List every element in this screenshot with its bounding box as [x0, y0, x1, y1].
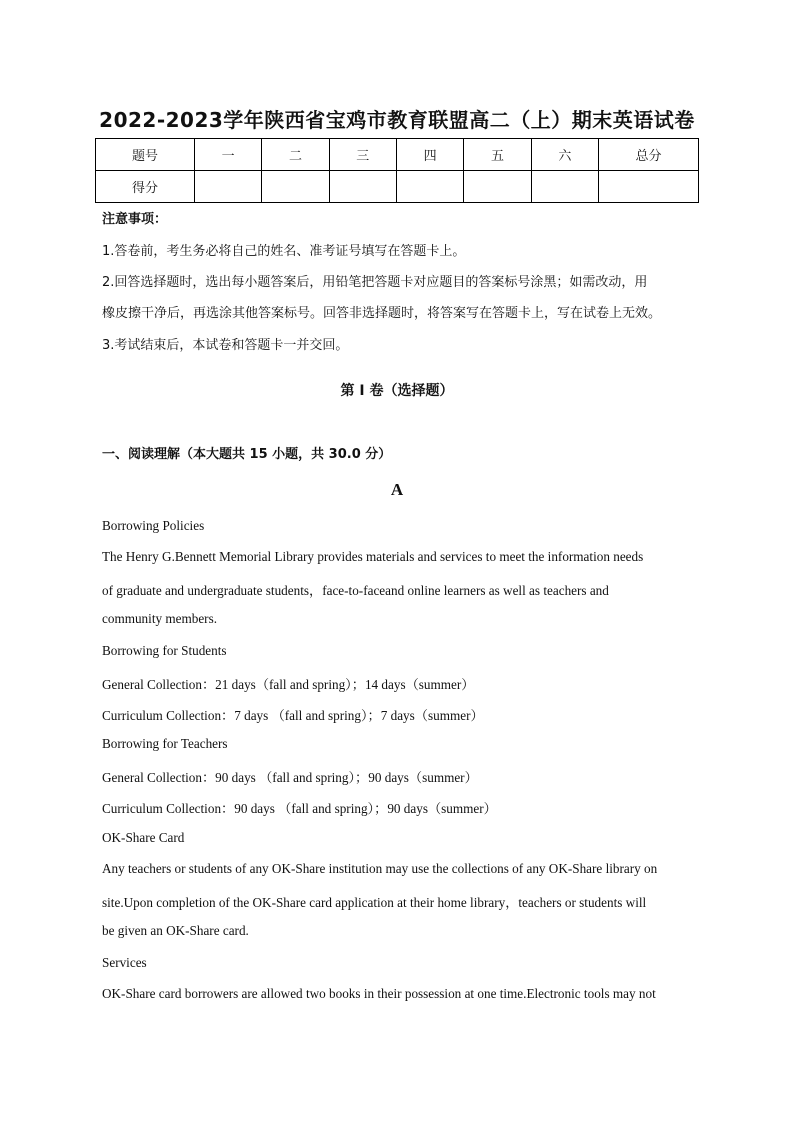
score-input-cell[interactable] [194, 171, 261, 203]
notice-heading: 注意事项： [102, 212, 168, 227]
score-input-cell[interactable] [464, 171, 531, 203]
passage-line: be given an OK-Share card. [102, 923, 249, 938]
passage-line: of graduate and undergraduate students，face-to-faceand online learners as well as teachers and [102, 583, 609, 598]
passage-line: site.Upon completion of the OK-Share card application at their home library，teachers or students will [102, 895, 647, 910]
table-cell: 一 [194, 139, 261, 171]
passage-letter: A [390, 480, 404, 499]
passage-line: General Collection：21 days（fall and spring）；14 days（summer） [102, 677, 475, 692]
table-cell: 得分 [96, 171, 195, 203]
notice-item: 2.回答选择题时，选出每小题答案后，用铅笔把答题卡对应题目的答案标号涂黑；如需改动，用 [102, 275, 648, 290]
passage-line: OK-Share card borrowers are allowed two books in their possession at one time.Electronic tools may not [102, 986, 656, 1001]
passage-line: General Collection：90 days （fall and spring）；90 days（summer） [102, 770, 478, 785]
table-cell: 四 [396, 139, 463, 171]
page-title: 2022-2023学年陕西省宝鸡市教育联盟高二（上）期末英语试卷 [99, 108, 695, 132]
passage-line: community members. [102, 611, 218, 626]
passage-line: Borrowing Policies [102, 518, 205, 533]
passage-line: Any teachers or students of any OK-Share institution may use the collections of any OK-Share library on [102, 861, 658, 876]
passage-line: OK-Share Card [102, 830, 185, 845]
table-cell: 二 [262, 139, 329, 171]
notice-item: 1.答卷前，考生务必将自己的姓名、准考证号填写在答题卡上。 [102, 244, 466, 259]
table-cell: 题号 [96, 139, 195, 171]
table-cell: 五 [464, 139, 531, 171]
score-input-cell[interactable] [599, 171, 699, 203]
table-cell: 总分 [599, 139, 699, 171]
table-cell: 三 [329, 139, 396, 171]
score-table [95, 138, 699, 203]
passage-line: Curriculum Collection：7 days （fall and spring）；7 days（summer） [102, 708, 484, 723]
score-input-cell[interactable] [396, 171, 463, 203]
score-input-cell[interactable] [531, 171, 598, 203]
passage-line: Borrowing for Students [102, 643, 227, 658]
passage-line: Curriculum Collection：90 days （fall and spring）；90 days（summer） [102, 801, 497, 816]
notice-item: 橡皮擦干净后，再选涂其他答案标号。回答非选择题时，将答案写在答题卡上，写在试卷上无效。 [102, 306, 662, 321]
table-cell: 六 [531, 139, 598, 171]
score-table-score-row [96, 171, 699, 203]
score-input-cell[interactable] [329, 171, 396, 203]
score-table-header-row [96, 139, 699, 171]
section-title: 一、阅读理解（本大题共 15 小题，共 30.0 分） [102, 447, 392, 462]
part-title: 第 I 卷（选择题） [340, 383, 454, 399]
passage-line: Services [102, 955, 147, 970]
notice-item: 3.考试结束后，本试卷和答题卡一并交回。 [102, 338, 349, 353]
passage-line: Borrowing for Teachers [102, 736, 228, 751]
score-input-cell[interactable] [262, 171, 329, 203]
passage-line: The Henry G.Bennett Memorial Library provides materials and services to meet the information needs [102, 549, 644, 564]
